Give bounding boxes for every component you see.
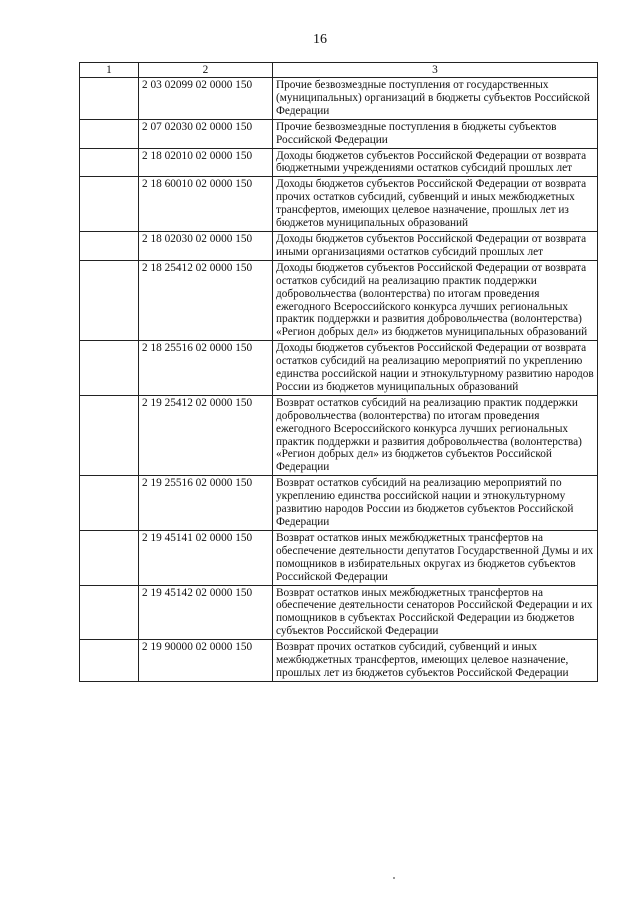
budget-code-cell: 2 19 25516 02 0000 150 [139, 476, 273, 531]
budget-codes-table [79, 62, 598, 682]
budget-code-cell: 2 18 25412 02 0000 150 [139, 260, 273, 340]
revenue-name-cell: Прочие безвозмездные поступления от государственных (муниципальных) организаций в бюджеты субъектов Российской Федерации [273, 78, 598, 120]
row-index-cell [80, 231, 139, 260]
row-index-cell [80, 530, 139, 585]
revenue-name-cell: Прочие безвозмездные поступления в бюджеты субъектов Российской Федерации [273, 119, 598, 148]
table-row [80, 530, 598, 585]
budget-code-cell: 2 18 02030 02 0000 150 [139, 231, 273, 260]
table-row [80, 395, 598, 475]
row-index-cell [80, 78, 139, 120]
table-row [80, 585, 598, 640]
table-body [80, 78, 598, 682]
budget-code-cell: 2 19 25412 02 0000 150 [139, 395, 273, 475]
row-index-cell [80, 585, 139, 640]
table-row [80, 148, 598, 177]
column-header-1: 1 [80, 63, 139, 78]
row-index-cell [80, 177, 139, 232]
revenue-name-cell: Возврат прочих остатков субсидий, субвенций и иных межбюджетных трансфертов, имеющих целевое назначение, прошлых лет из бюджетов субъектов Российской Федерации [273, 640, 598, 682]
row-index-cell [80, 476, 139, 531]
column-header-2: 2 [139, 63, 273, 78]
table-row [80, 231, 598, 260]
budget-code-cell: 2 19 45141 02 0000 150 [139, 530, 273, 585]
revenue-name-cell: Возврат остатков иных межбюджетных трансфертов на обеспечение деятельности депутатов Государственной Думы и их помощников в избирательных округах из бюджетов субъектов Российской Федерации [273, 530, 598, 585]
row-index-cell [80, 119, 139, 148]
revenue-name-cell: Возврат остатков субсидий на реализацию мероприятий по укреплению единства российской нации и этнокультурному развитию народов России из бюджетов субъектов Российской Федерации [273, 476, 598, 531]
table-row [80, 640, 598, 682]
revenue-name-cell: Доходы бюджетов субъектов Российской Федерации от возврата бюджетными учреждениями остатков субсидий прошлых лет [273, 148, 598, 177]
budget-code-cell: 2 18 25516 02 0000 150 [139, 341, 273, 396]
row-index-cell [80, 260, 139, 340]
budget-code-cell: 2 03 02099 02 0000 150 [139, 78, 273, 120]
budget-code-cell: 2 19 45142 02 0000 150 [139, 585, 273, 640]
table-row [80, 476, 598, 531]
revenue-name-cell: Возврат остатков иных межбюджетных трансфертов на обеспечение деятельности сенаторов Российской Федерации и их помощников в субъектах Российской Федерации из бюджетов субъектов Российской Федерации [273, 585, 598, 640]
table-row [80, 341, 598, 396]
budget-code-cell: 2 19 90000 02 0000 150 [139, 640, 273, 682]
row-index-cell [80, 341, 139, 396]
revenue-name-cell: Возврат остатков субсидий на реализацию практик поддержки добровольчества (волонтерства) по итогам проведения ежегодного Всероссийского конкурса лучших региональных практик поддержки и развития добровольчества (волонтерства) «Регион добрых дел» из бюджетов субъектов Российской Федерации [273, 395, 598, 475]
page-number: 16 [313, 32, 327, 47]
row-index-cell [80, 640, 139, 682]
table-row [80, 78, 598, 120]
revenue-name-cell: Доходы бюджетов субъектов Российской Федерации от возврата иными организациями остатков субсидий прошлых лет [273, 231, 598, 260]
table-row [80, 177, 598, 232]
budget-code-cell: 2 18 02010 02 0000 150 [139, 148, 273, 177]
revenue-name-cell: Доходы бюджетов субъектов Российской Федерации от возврата остатков субсидий на реализацию мероприятий по укреплению единства российской нации и этнокультурному развитию народов России из бюджетов муниципальных образований [273, 341, 598, 396]
budget-code-cell: 2 18 60010 02 0000 150 [139, 177, 273, 232]
budget-code-cell: 2 07 02030 02 0000 150 [139, 119, 273, 148]
scan-speck [393, 877, 395, 879]
table-row [80, 260, 598, 340]
revenue-name-cell: Доходы бюджетов субъектов Российской Федерации от возврата прочих остатков субсидий, субвенций и иных межбюджетных трансфертов, имеющих целевое назначение, прошлых лет из бюджетов муниципальных образований [273, 177, 598, 232]
row-index-cell [80, 395, 139, 475]
table-row [80, 119, 598, 148]
revenue-name-cell: Доходы бюджетов субъектов Российской Федерации от возврата остатков субсидий на реализацию практик поддержки добровольчества (волонтерства) по итогам проведения ежегодного Всероссийского конкурса лучших региональных практик поддержки и развития добровольчества (волонтерства) «Регион добрых дел» из бюджетов муниципальных образований [273, 260, 598, 340]
row-index-cell [80, 148, 139, 177]
column-header-3: 3 [273, 63, 598, 78]
table-header-row [80, 63, 598, 78]
